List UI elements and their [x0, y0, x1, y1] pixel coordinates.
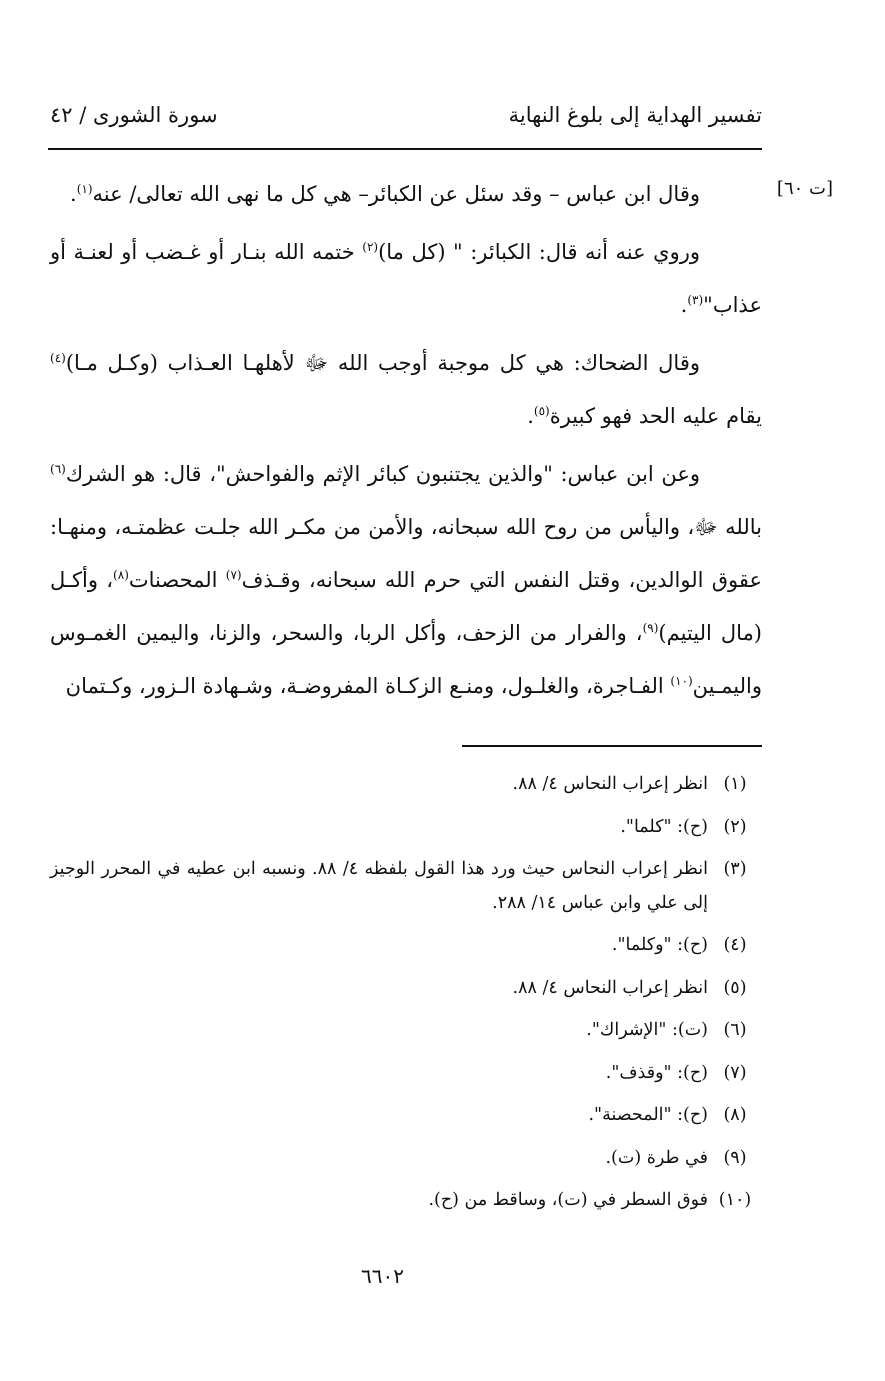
footnote-item	[50, 1142, 762, 1176]
footnote-number: (٣)	[723, 859, 747, 879]
footnote-number: (٢)	[723, 816, 747, 837]
footnote-item	[50, 853, 762, 920]
footnote-text: (ت): "الإشراك".	[586, 1020, 708, 1040]
footnote-marker: (١)	[76, 182, 93, 196]
footnote-item	[50, 972, 762, 1006]
footnote-text: انظر إعراب النحاس ٤/ ٨٨.	[512, 774, 708, 794]
footnote-marker: (٣)	[687, 293, 704, 307]
footnote-item	[50, 929, 762, 963]
footnote-text: (ح): "المحصنة".	[588, 1105, 708, 1125]
footnotes-section	[50, 768, 762, 1227]
footnote-text: انظر إعراب النحاس حيث ورد هذا القول بلفظه ٤/ ٨٨. ونسبه ابن عطيه في المحرر الوجيز إلى علي وابن عباس ١٤/ ٢٨٨.	[50, 859, 708, 913]
page-number: ٦٦٠٢	[361, 1264, 404, 1288]
footnote-marker: (٩)	[642, 621, 659, 635]
footnote-number: (١٠)	[718, 1190, 752, 1210]
footnote-marker: (٧)	[225, 568, 242, 582]
footnote-item	[50, 1057, 762, 1091]
footnote-marker: (١٠)	[670, 674, 693, 688]
footnote-number: (٨)	[723, 1105, 747, 1125]
header-divider	[48, 148, 762, 150]
footnote-text: في طرة (ت).	[605, 1147, 708, 1168]
footnote-number: (٩)	[723, 1147, 747, 1168]
text-run: المحصنات	[128, 568, 226, 592]
footnote-divider	[462, 745, 762, 747]
footnote-marker: (٦)	[50, 462, 66, 476]
paragraph	[50, 448, 762, 713]
text-run: .	[70, 182, 77, 206]
footnote-item	[50, 1014, 762, 1048]
footnote-item	[50, 1099, 762, 1133]
book-title: تفسير الهداية إلى بلوغ النهاية	[508, 103, 762, 127]
text-run: .	[680, 293, 688, 317]
text-run: .	[527, 404, 534, 428]
footnote-number: (٧)	[723, 1062, 747, 1083]
text-run: يقام عليه الحد فهو كبيرة	[549, 404, 762, 428]
footnote-marker: (٤)	[50, 351, 66, 365]
text-run: وعن ابن عباس: "والذين يجتنبون كبائر الإثم والفواحش"، قال: هو الشرك	[65, 462, 700, 486]
footnote-number: (٥)	[723, 977, 747, 998]
footnote-number: (٤)	[723, 935, 747, 955]
main-text	[50, 168, 762, 718]
footnote-text: انظر إعراب النحاس ٤/ ٨٨.	[512, 977, 708, 998]
text-run: الفـاجرة، والغلـول، ومنـع الزكـاة المفروضـة، وشـهادة الـزور، وكـتمان	[65, 674, 671, 698]
footnote-item	[50, 768, 762, 802]
text-run: وقال الضحاك: هي كل موجبة أوجب الله ﷻ لأهلهـا العـذاب (وكـل مـا)	[65, 351, 700, 375]
text-run: بالله ﷻ، واليأس من روح الله سبحانه، والأمن من مكـر الله جلـت عظمتـه، ومنهـا: عقوق الوالدين، وقتل النفس التي حرم الله سبحانه، وقـذف	[50, 515, 762, 592]
footnote-item	[50, 811, 762, 845]
running-header	[50, 103, 762, 139]
footnote-item	[50, 1184, 762, 1218]
footnote-marker: (٥)	[533, 404, 550, 418]
footnote-text: فوق السطر في (ت)، وساقط من (ح).	[428, 1190, 708, 1210]
footnote-marker: (٢)	[362, 240, 379, 254]
footnote-marker: (٨)	[113, 568, 129, 582]
text-run: وروي عنه أنه قال: الكبائر: " (كل ما)	[378, 240, 700, 264]
footnote-number: (١)	[723, 774, 747, 794]
footnote-number: (٦)	[723, 1020, 747, 1040]
footnote-text: (ح): "وكلما".	[611, 935, 708, 955]
paragraph	[50, 226, 762, 332]
paragraph	[50, 337, 762, 443]
text-run: ، وأكـل (مال اليتيم)	[50, 568, 763, 645]
paragraph	[50, 168, 762, 221]
footnote-text: (ح): "وقذف".	[605, 1062, 708, 1083]
surah-reference: سورة الشورى / ٤٢	[50, 103, 218, 127]
text-run: وقال ابن عباس – وقد سئل عن الكبائر– هي كل ما نهى الله تعالى/ عنه	[92, 182, 700, 206]
text-run: ختمه الله بنـار أو غـضب أو لعنـة أو عذاب"	[50, 240, 762, 317]
footnote-text: (ح): "كلما".	[620, 816, 708, 837]
margin-folio-note: [ت ٦٠]	[776, 178, 833, 199]
text-run: ، والفرار من الزحف، وأكل الربا، والسحر، والزنا، واليمين الغمـوس واليمـين	[50, 621, 762, 698]
